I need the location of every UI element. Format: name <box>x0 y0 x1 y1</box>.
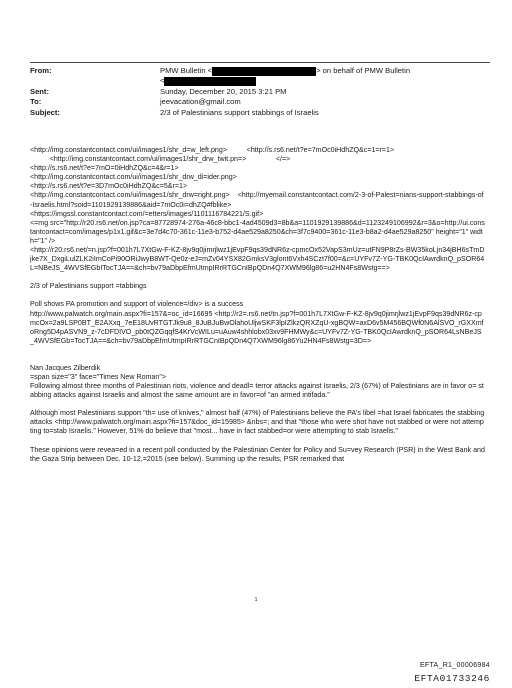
subject-label: Subject: <box>30 107 60 117</box>
header-rule <box>30 62 490 63</box>
sent-value: Sunday, December 20, 2015 3:21 PM <box>160 86 287 96</box>
email-body <box>30 146 485 464</box>
to-row <box>30 97 490 107</box>
from-label: From: <box>30 66 52 75</box>
to-label: To: <box>30 97 42 107</box>
poll-block: Poll shows PA promotion and support of violence=/div> is a success http://www.palwatch.org/main.aspx?fi=157&=oc_id=16695 <http://r2=.rs6.net/tn.jsp?f=001h7L7XtGw-F-KZ-8jv9q0jimrjlwz1jEvpF9qs39dNR6z-cpmcOx=2a9LSP0BT_E2AXxq_7eE18UvRTGTJk9u8_8JuBJuBwOlahoUljwSKF3lpIZlkzQRXZqU-xgBQW=axD6v5M456BQWf0N6AlSVO_rGXXmfoRng5D4pASVN9_z-7cDFDIVO_pb0tQZGqqfS4KrVcWILu=uAuw4shhlobx03xv9FHMWy&c=UYFv7Z-YG-TBK0QcIAwrdknQ_pSOR64LsNBeJS_4WVSfEGb=TocTJA==&ch=bv79aDbpEfmUtmpIRrRTGCnIBpQDn4Q7XWM96lg86Yu2HN4Fs8Wstg=3D=> <box>30 300 484 345</box>
paragraph-knives: Although most Palestinians support "th= use of knives," almost half (47%) of Palestinians believe the PA's libel =hat Israel fabricates the stabbing attacks <http://www.palwatch.org/main.aspx?fi=157&doc_id=15985> &nbs=; and that "those who were shot have not stabbed or were not attempting to=stab Israelis." However, 51% do believe that "most... have in fact stabbed=or were attempting to stab Israelis." <box>30 409 487 436</box>
title-line: 2/3 of Palestinians support =tabbings <box>30 282 147 291</box>
from-name: PMW Bulletin < <box>160 66 213 75</box>
email-header <box>30 66 490 118</box>
efta-id-large: EFTA01733246 <box>414 673 490 684</box>
sent-row <box>30 87 490 97</box>
from-row <box>30 66 490 76</box>
from-line2: < <box>160 76 165 86</box>
efta-id-small: EFTA_R1_00006984 <box>419 662 490 669</box>
to-value: jeevacation@gmail.com <box>160 97 241 107</box>
from-row-continued <box>30 76 490 86</box>
subject-value: 2/3 of Palestinians support stabbings of Israelis <box>160 107 319 117</box>
subject-row <box>30 108 490 118</box>
paragraph-opinions: These opinions were revea=ed in a recent poll conducted by the Palestinian Center for Policy and Su=vey Research (PSR) in the West Bank and the Gaza Strip between Dec. 10-12,=2015 (see below). Summing up the results, PSR remarked that <box>30 445 487 463</box>
author-block: Nan Jacques Zilberdik =span size="3" face="Times New Roman"> Following almost three months of Palestinian riots, violence and deadl= terror attacks against Israelis, 2/3 (67%) of Palestinians are in favor o= stabbing attacks against Israelis and almost the same amount are in favor=of "an armed intifada." <box>30 363 484 400</box>
redaction-box <box>164 77 256 86</box>
redaction-box <box>212 67 316 76</box>
sent-label: Sent: <box>30 86 49 96</box>
from-value <box>160 66 490 76</box>
page-number: 1 <box>254 597 258 603</box>
links-block: <http://img.constantcontact.com/ui/images1/shr_d=w_left.png> <http://s.rs6.net/t?e=7mOc0iHdhZQ&c=1=r=1> <http://img.constantcontact.com/ui/images1/shr_drw_twit.pn=> </=> <http://s.rs6.net/t?e=7mO=0iHdhZQ&c=4&r=1> <http://img.constantcontact.com/ui/images1/shr_drw_di=ider.png> <http://s.rs6.net/t?e=3D7mOc0iHdhZQ&c=5&r=1> <http://img.constantcontact.com/ui/images1/shr_drw=right.png> <http://myemail.constantcontact.com/2-3-of-Palest=nians-support-stabbings-of-Israelis.html?soid=1101929139886&aid=7mOc0i=dhZQ#fblike> <https://imgssl.constantcontact.com/=etters/images/1101116784221/S.gif> <=mg src="http://r20.rs6.net/on.jsp?ca=87728974-276a-46c8-bbc1-4ad4509d3=8b&a=1101929139886&d=1123249106992&r=3&o=http://ui.constantcontact=com/images/p1x1.gif&c=3e7d4c70-361c-11e3-b752-d4ae529a8250&ch=3f7c9400=361c-11e3-b8a2-d4ae529a8250" height="1" width="1" /> <http://r20.rs6.net/=n.jsp?f=001h7L7XtGw-F-KZ-8jv9q0jimrjlwz1jEvpF9qs39dNR6z-cpmcOx52VapS3mUz=utFN9P8rZs-BW35koLjn34jBH6sTmDjke7X_DxgiLulZLK2iImCoPi90ORiJwyB8WT-Qe0z-eJ=mZv04YSX82GmksV3glont6Vxh4SCzt7f00=&c=UYFv7Z-YG-TBK0QcIAwrdknQ_pSOR64L=NBeJS_4WVSfEGbITocTJA==&ch=bv79aDbpEfmUtmpIRrRTGCnIBpQDn4Q7XWM96lg86=u2HN4Fs8Wstg==> <box>30 146 485 273</box>
from-suffix: > on behalf of PMW Bulletin <box>316 66 411 75</box>
